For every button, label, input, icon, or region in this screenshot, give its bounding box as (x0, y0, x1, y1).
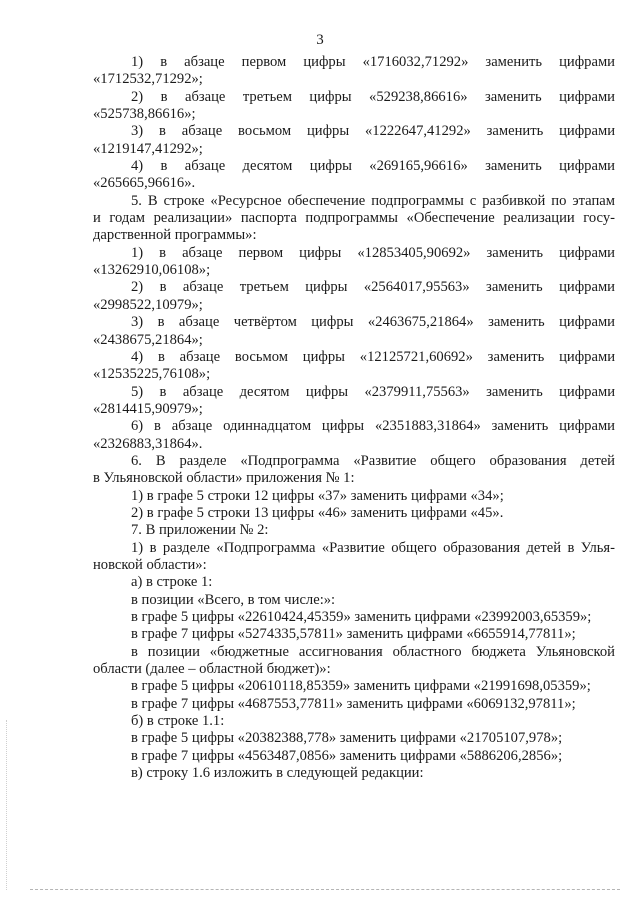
text-line: 5. В строке «Ресурсное обеспечение подпрограммы с разбивкой по этапам (131, 192, 615, 209)
text-line: «2438675,21864»; (93, 331, 203, 348)
page-bottom-rule (30, 889, 620, 890)
page-number: 3 (316, 32, 324, 48)
text-line: «2814415,90979»; (93, 400, 203, 417)
text-line: новской области»: (93, 556, 207, 573)
text-line: в графе 5 цифры «20610118,85359» заменить цифрами «21991698,05359»; (131, 678, 591, 695)
text-line: 6. В разделе «Подпрограмма «Развитие общего образования детей (131, 452, 615, 469)
text-line: «1219147,41292»; (93, 140, 203, 157)
document-body (93, 54, 615, 782)
scan-edge-mark (6, 720, 7, 890)
text-line: «13262910,06108»; (93, 262, 211, 279)
text-line: б) в строке 1.1: (131, 713, 225, 730)
text-line: в позиции «бюджетные ассигнования областного бюджета Ульяновской (131, 643, 615, 660)
text-line: в графе 5 цифры «22610424,45359» заменить цифрами «23992003,65359»; (131, 609, 592, 625)
text-line: 1) в абзаце первом цифры «1716032,71292» заменить цифрами (131, 54, 615, 70)
text-line: «1712532,71292»; (93, 71, 203, 88)
text-line: 2) в абзаце третьем цифры «2564017,95563» заменить цифрами (131, 279, 615, 296)
text-line: 4) в абзаце восьмом цифры «12125721,60692» заменить цифрами (131, 348, 615, 365)
text-line: 6) в абзаце одиннадцатом цифры «2351883,31864» заменить цифрами (131, 418, 615, 435)
text-line: 3) в абзаце четвёртом цифры «2463675,21864» заменить цифрами (131, 314, 615, 331)
text-line: в) строку 1.6 изложить в следующей редакции: (131, 765, 424, 782)
text-line: области (далее – областной бюджет)»: (93, 661, 331, 678)
text-line: «265665,96616». (93, 175, 196, 192)
text-line: в графе 7 цифры «4687553,77811» заменить цифрами «6069132,97811»; (131, 695, 576, 712)
text-line: 5) в абзаце десятом цифры «2379911,75563» заменить цифрами (131, 383, 615, 400)
text-line: в позиции «Всего, в том числе:»: (131, 591, 336, 608)
text-line: 2) в графе 5 строки 13 цифры «46» заменить цифрами «45». (131, 504, 504, 521)
text-line: в графе 7 цифры «5274335,57811» заменить цифрами «6655914,77811»; (131, 626, 576, 643)
text-line: «525738,86616»; (93, 106, 196, 123)
text-line: 2) в абзаце третьем цифры «529238,86616» заменить цифрами (131, 88, 615, 105)
text-line: «2998522,10979»; (93, 296, 203, 313)
text-line: 3) в абзаце восьмом цифры «1222647,41292» заменить цифрами (131, 123, 615, 140)
text-line: в Ульяновской области» приложения № 1: (93, 470, 355, 487)
text-line: 7. В приложении № 2: (131, 522, 269, 539)
text-line: дарственной программы»: (93, 227, 257, 244)
text-line: в графе 5 цифры «20382388,778» заменить цифрами «21705107,978»; (131, 730, 563, 747)
text-line: «12535225,76108»; (93, 366, 211, 383)
text-line: 1) в разделе «Подпрограмма «Развитие общего образования детей в Улья- (131, 539, 615, 556)
text-line: 1) в абзаце первом цифры «12853405,90692» заменить цифрами (131, 244, 615, 261)
text-line: а) в строке 1: (131, 574, 213, 591)
text-line: и годам реализации» паспорта подпрограммы «Обеспечение реализации госу- (93, 210, 615, 227)
text-line: «2326883,31864». (93, 435, 203, 452)
text-line: 1) в графе 5 строки 12 цифры «37» заменить цифрами «34»; (131, 487, 504, 504)
text-line: в графе 7 цифры «4563487,0856» заменить цифрами «5886206,2856»; (131, 747, 563, 764)
text-line: 4) в абзаце десятом цифры «269165,96616» заменить цифрами (131, 158, 615, 175)
